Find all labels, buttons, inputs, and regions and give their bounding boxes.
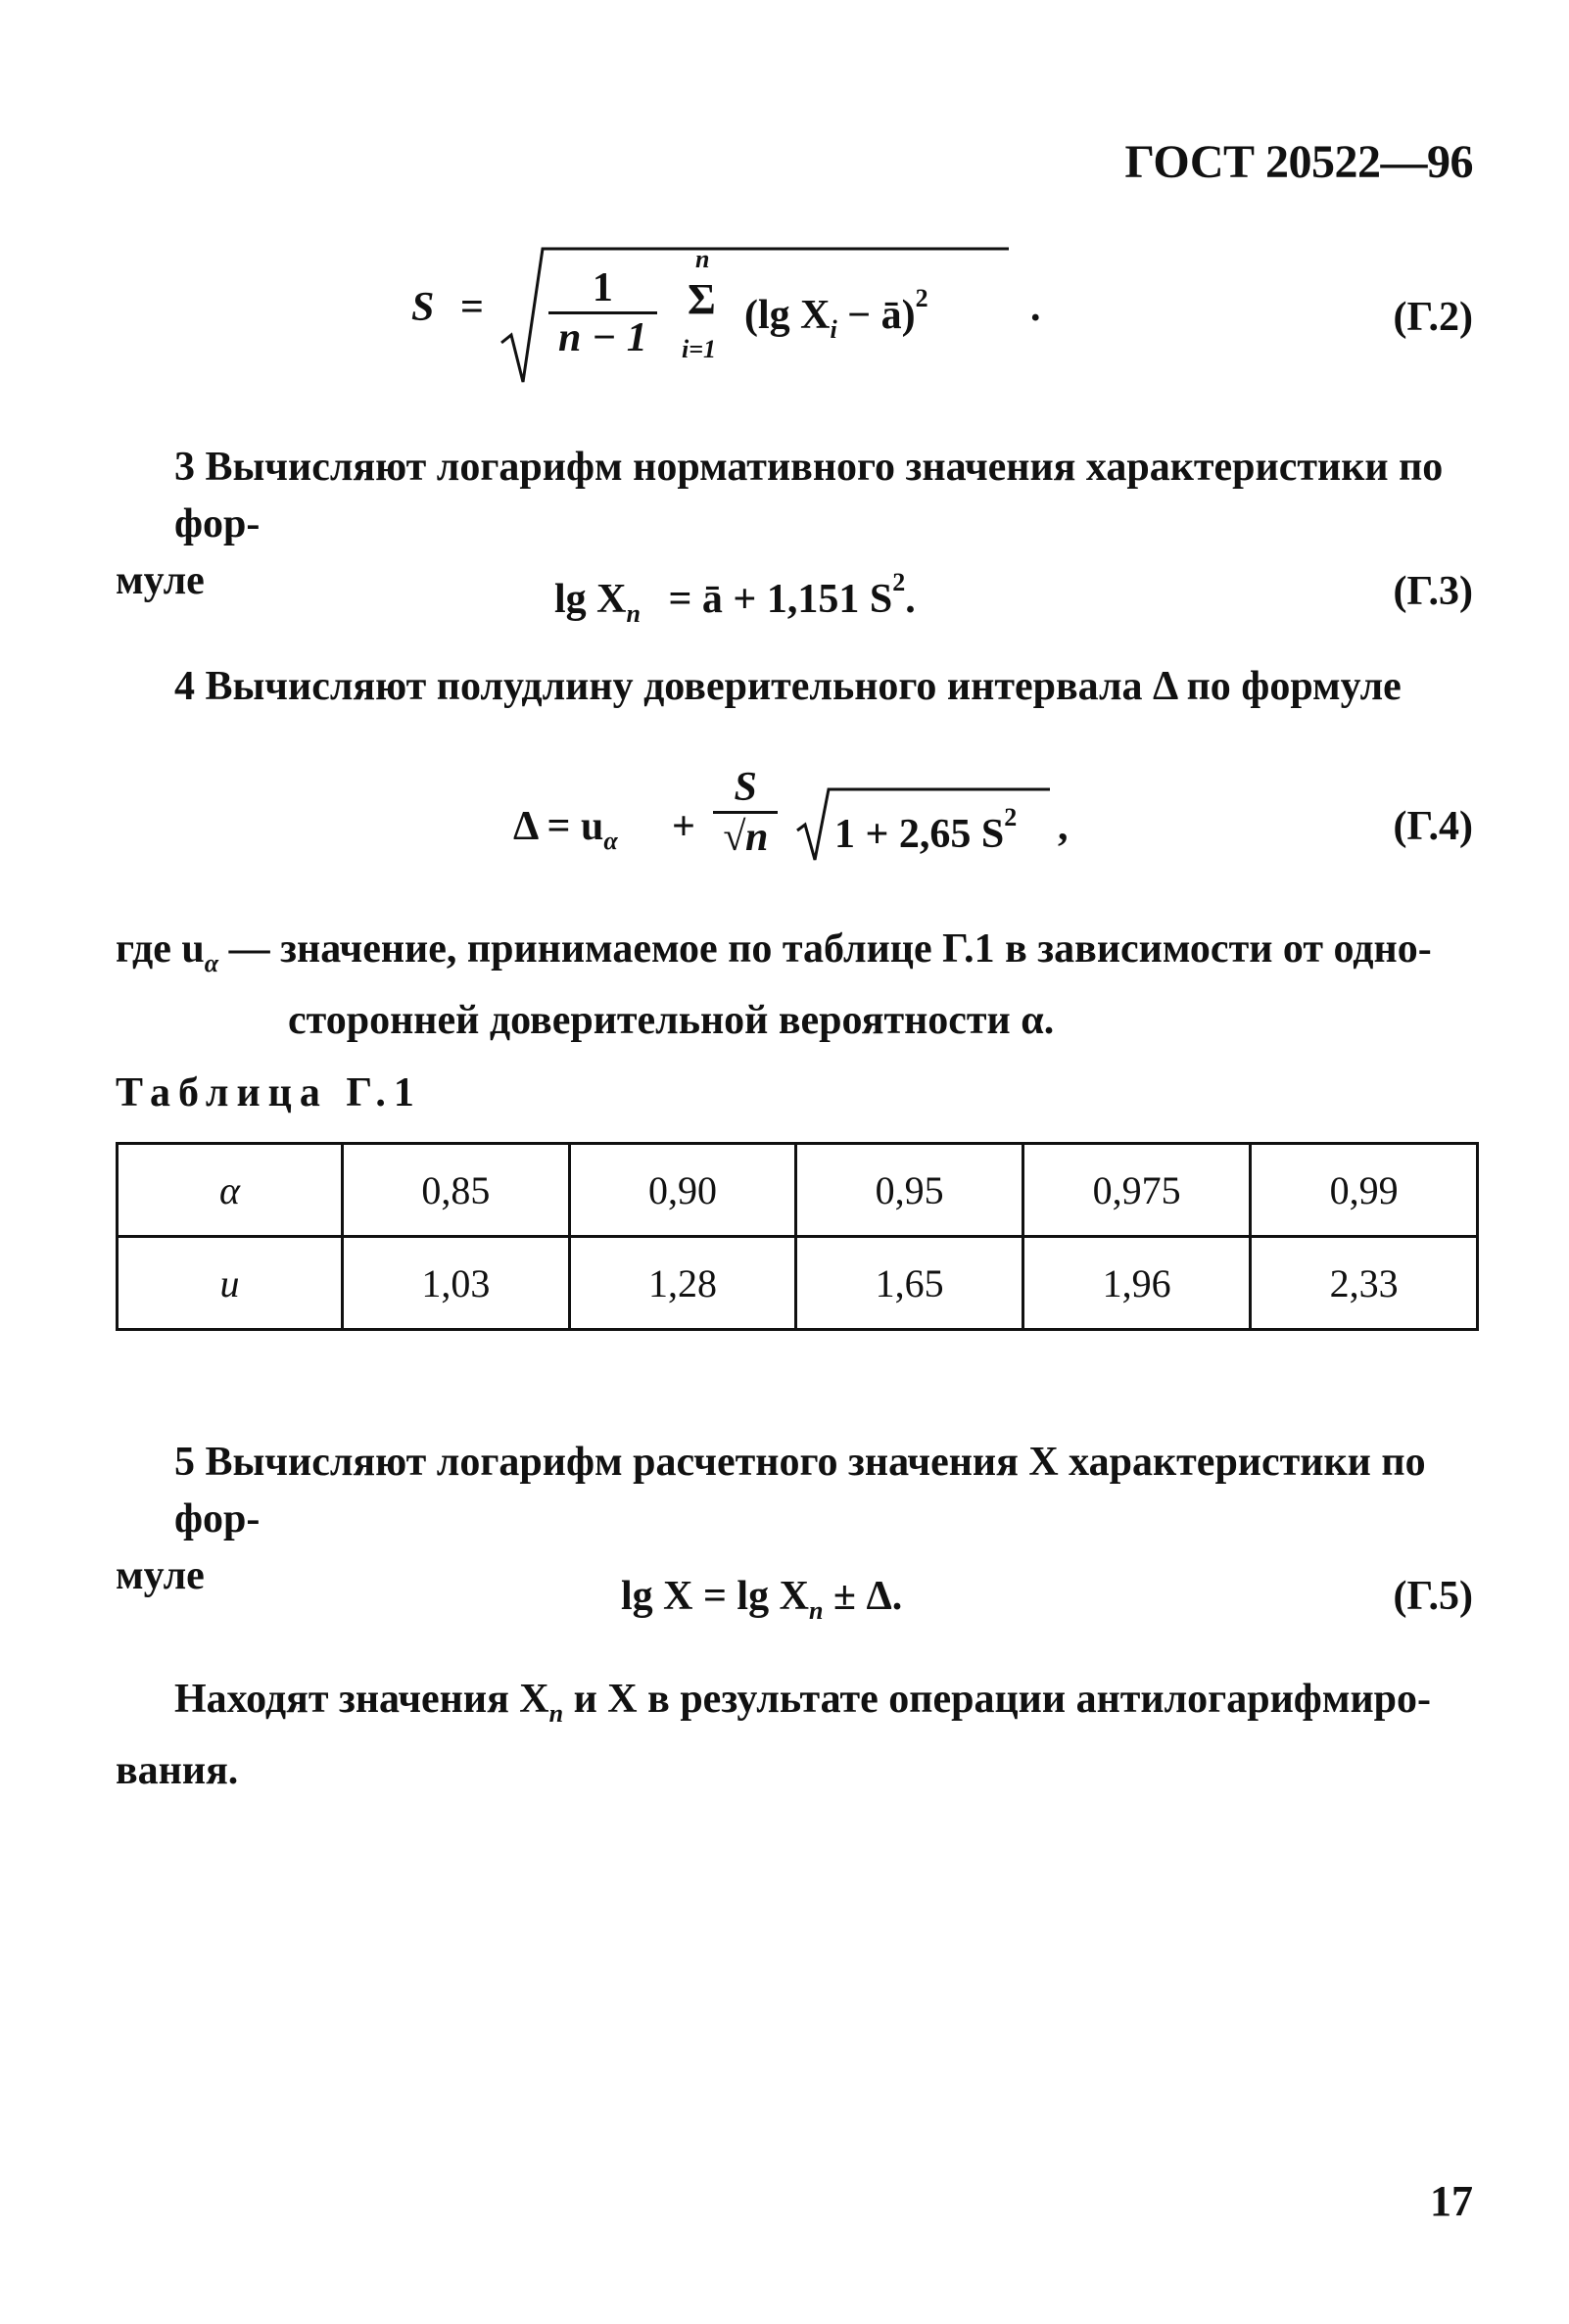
paragraph-6-line-1-b: и X в результате операции антилогарифмиро- bbox=[563, 1677, 1432, 1722]
equation-g2-label: (Г.2) bbox=[1393, 295, 1473, 340]
values-table bbox=[116, 1142, 1479, 1331]
paragraph-6-line-1-sub: n bbox=[548, 1699, 564, 1728]
where-clause bbox=[116, 921, 1479, 1049]
eq-g2-end: . bbox=[1030, 285, 1041, 330]
eq-g2-fraction bbox=[548, 264, 657, 361]
paragraph-4: 4 Вычисляют полудлину доверительного интервала Δ по формуле bbox=[174, 664, 1402, 709]
eq-g5-lhs-sub: n bbox=[808, 1596, 824, 1625]
where-clause-sub: α bbox=[204, 949, 219, 977]
table-cell: 2,33 bbox=[1251, 1237, 1478, 1330]
table-caption: Таблица Г.1 bbox=[116, 1070, 422, 1115]
eq-g3-lhs: lg X bbox=[554, 577, 627, 622]
table-cell: 0,95 bbox=[796, 1144, 1023, 1237]
equation-g4-label: (Г.4) bbox=[1393, 804, 1473, 849]
eq-g2-sum-bottom: i=1 bbox=[682, 335, 717, 363]
paragraph-6-line-1 bbox=[116, 1671, 1479, 1742]
eq-g4-frac-num: S bbox=[734, 765, 757, 810]
eq-g4-fraction bbox=[713, 764, 778, 861]
table-cell: u bbox=[118, 1237, 343, 1330]
eq-g2-frac-num: 1 bbox=[592, 265, 613, 310]
eq-g3-lhs-sub: n bbox=[626, 599, 641, 628]
eq-g3-end: . bbox=[905, 577, 916, 622]
page-number: 17 bbox=[1430, 2177, 1473, 2225]
equation-g5-label: (Г.5) bbox=[1393, 1574, 1473, 1619]
table-cell: 0,90 bbox=[569, 1144, 796, 1237]
eq-g4-root-text: 1 + 2,65 S bbox=[834, 812, 1005, 857]
eq-g4-root-sup: 2 bbox=[1004, 803, 1018, 831]
eq-g2-term-sup: 2 bbox=[915, 284, 928, 312]
paragraph-6-line-1-a: Находят значения X bbox=[174, 1677, 549, 1722]
equation-g5 bbox=[621, 1573, 902, 1626]
table-cell: 1,96 bbox=[1023, 1237, 1251, 1330]
eq-g4-root bbox=[834, 803, 1017, 858]
eq-g3-rhs: = ā + 1,151 S bbox=[668, 577, 893, 622]
paragraph-3-line-2: муле bbox=[116, 558, 205, 603]
eq-g4-end: , bbox=[1058, 804, 1069, 849]
eq-g5-lhs: lg X = lg X bbox=[621, 1574, 809, 1619]
eq-g4-plus: + bbox=[672, 804, 695, 849]
eq-g4-lhs-text: Δ = u bbox=[513, 804, 604, 849]
eq-g2-equals: = bbox=[460, 285, 484, 330]
document-header: ГОСТ 20522—96 bbox=[1124, 136, 1473, 188]
table-cell: 0,975 bbox=[1023, 1144, 1251, 1237]
table-cell: 1,28 bbox=[569, 1237, 796, 1330]
where-clause-line-1-text: — значение, принимаемое по таблице Г.1 в зависимости от одно- bbox=[218, 926, 1432, 972]
eq-g2-term-b: − ā) bbox=[836, 293, 916, 338]
eq-g2-term-sub: i bbox=[830, 315, 837, 344]
table-cell: α bbox=[118, 1144, 343, 1237]
paragraph-5-line-2: муле bbox=[116, 1553, 205, 1598]
table-cell: 0,85 bbox=[343, 1144, 570, 1237]
paragraph-6-line-2: вания. bbox=[116, 1748, 239, 1793]
table-cell: 1,03 bbox=[343, 1237, 570, 1330]
eq-g4-lhs bbox=[513, 803, 618, 856]
paragraph-6 bbox=[116, 1671, 1479, 1799]
eq-g4-lhs-sub: α bbox=[603, 827, 618, 855]
equation-g4 bbox=[513, 764, 1069, 881]
table-row-u bbox=[118, 1237, 1478, 1330]
table-cell: 0,99 bbox=[1251, 1144, 1478, 1237]
paragraph-3-line-1: 3 Вычисляют логарифм нормативного значения характеристики по фор- bbox=[174, 445, 1444, 546]
eq-g2-lhs: S bbox=[411, 285, 435, 330]
equation-g3 bbox=[554, 568, 916, 629]
table-row-alpha bbox=[118, 1144, 1478, 1237]
where-clause-line-2: сторонней доверительной вероятности α. bbox=[288, 998, 1055, 1043]
eq-g2-term bbox=[744, 284, 928, 345]
paragraph-5-line-1: 5 Вычисляют логарифм расчетного значения X характеристики по фор- bbox=[174, 1440, 1426, 1541]
eq-g4-frac-den: √n bbox=[713, 811, 778, 861]
where-clause-prefix: где u bbox=[116, 926, 205, 972]
eq-g2-term-a: (lg X bbox=[744, 293, 831, 338]
table-cell: 1,65 bbox=[796, 1237, 1023, 1330]
eq-g5-rhs: ± Δ. bbox=[823, 1574, 903, 1619]
eq-g2-sum-icon: Σ bbox=[688, 275, 716, 323]
eq-g2-frac-den: n − 1 bbox=[548, 311, 657, 361]
equation-g3-label: (Г.3) bbox=[1393, 569, 1473, 614]
eq-g2-sum-top: n bbox=[695, 245, 710, 273]
where-clause-line-1 bbox=[116, 921, 1479, 992]
eq-g3-rhs-sup: 2 bbox=[892, 568, 906, 596]
